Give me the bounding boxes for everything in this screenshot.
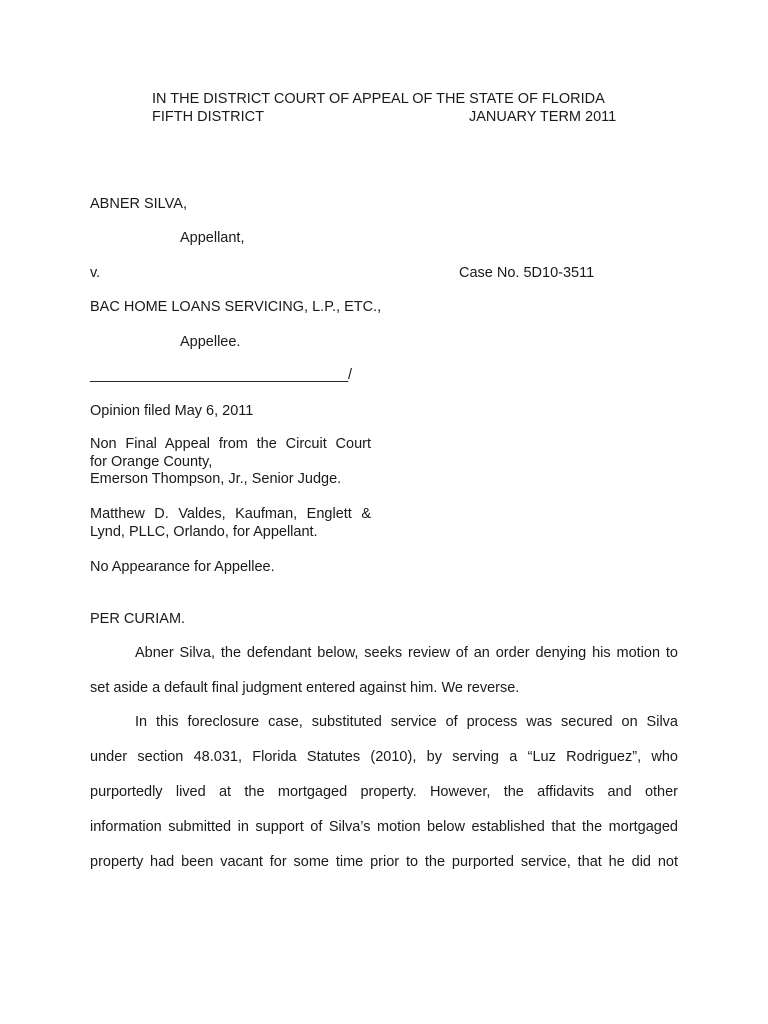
no-appearance-note: No Appearance for Appellee. <box>90 559 275 575</box>
appellee-role: Appellee. <box>180 334 241 350</box>
opinion-paragraph-2-line: information submitted in support of Silva’s motion below established that the mortgaged <box>90 819 678 835</box>
appeal-origin-line: Non Final Appeal from the Circuit Court <box>90 436 371 452</box>
appellee-name: BAC HOME LOANS SERVICING, L.P., ETC., <box>90 299 382 315</box>
appeal-origin-line: for Orange County, <box>90 453 213 470</box>
caption-rule: ________________________________/ <box>90 367 353 383</box>
district-label: FIFTH DISTRICT <box>152 109 264 125</box>
appellant-role: Appellant, <box>180 230 245 246</box>
per-curiam-heading: PER CURIAM. <box>90 611 186 627</box>
term-label: JANUARY TERM 2011 <box>469 109 617 125</box>
opinion-paragraph-2-line: In this foreclosure case, substituted service of process was secured on Silva <box>135 714 678 730</box>
versus: v. <box>90 265 101 281</box>
opinion-paragraph-1-line: set aside a default final judgment entered against him. We reverse. <box>90 680 520 696</box>
opinion-paragraph-1-line: Abner Silva, the defendant below, seeks review of an order denying his motion to <box>135 645 678 661</box>
opinion-paragraph-2-line: under section 48.031, Florida Statutes (2010), by serving a “Luz Rodriguez”, who <box>90 749 678 765</box>
court-heading: IN THE DISTRICT COURT OF APPEAL OF THE STATE OF FLORIDA <box>152 91 605 107</box>
counsel-line: Matthew D. Valdes, Kaufman, Englett & <box>90 506 371 522</box>
case-number: Case No. 5D10-3511 <box>459 265 595 281</box>
appellant-name: ABNER SILVA, <box>90 196 187 212</box>
counsel-line: Lynd, PLLC, Orlando, for Appellant. <box>90 523 318 540</box>
opinion-paragraph-2-line: property had been vacant for some time prior to the purported service, that he did not <box>90 854 678 870</box>
appeal-origin-line: Emerson Thompson, Jr., Senior Judge. <box>90 471 342 487</box>
opinion-filed-date: Opinion filed May 6, 2011 <box>90 403 254 419</box>
counsel-for-appellant <box>90 506 371 541</box>
appeal-origin <box>90 436 371 489</box>
opinion-paragraph-2-line: purportedly lived at the mortgaged property. However, the affidavits and other <box>90 784 678 800</box>
